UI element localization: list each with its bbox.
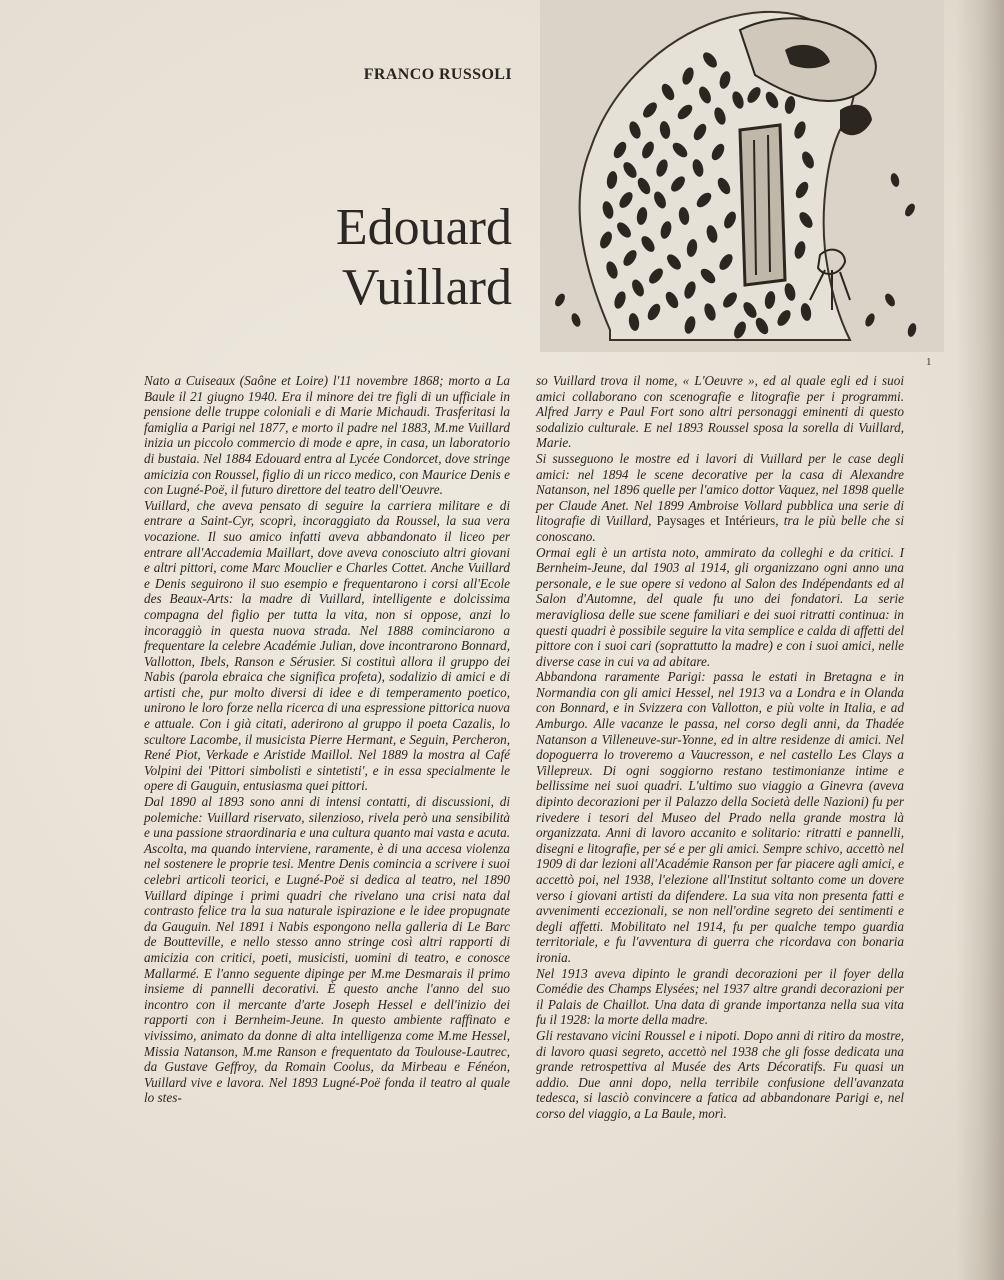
author-name: FRANCO RUSSOLI	[363, 66, 512, 83]
paragraph: so Vuillard trova il nome, « L'Oeuvre », ed al quale egli ed i suoi amici collaborano con scenografie e litografie per i programmi. Alfred Jarry e Paul Fort sono altri personaggi eminenti di questo sodalizio culturale. E nel 1893 Roussel sposa la sorella di Vuillard, Marie.	[536, 373, 904, 451]
paragraph: Nel 1913 aveva dipinto le grandi decorazioni per il foyer della Comédie des Champs Elysées; nel 1937 altre grandi decorazioni per il Palais de Chaillot. Una data di grande importanza nella sua vita fu il 1928: la morte della madre.	[536, 965, 904, 1028]
text-column-left	[144, 373, 510, 1106]
paragraph: Nato a Cuiseaux (Saône et Loire) l'11 novembre 1868; morto a La Baule il 21 giugno 1940. Era il minore dei tre figli di un ufficiale in pensione delle truppe coloniali e di Marie Michaudi. Trasferitasi la famiglia a Parigi nel 1877, e morto il padre nel 1883, M.me Vuillard inizia un piccolo commercio di mode e apre, in casa, un laboratorio di bustaia. Nel 1884 Edouard entra al Lycée Condorcet, dove stringe amicizia con Roussel, figlio di un ricco medico, con Maurice Denis e con Lugné-Poë, il futuro direttore del teatro dell'Oeuvre.	[144, 373, 510, 498]
figure-number: 1	[926, 356, 932, 368]
title-line-first-name: Edouard	[335, 199, 512, 256]
paragraph	[536, 451, 904, 545]
text-column-right	[536, 373, 904, 1122]
page-edge-shadow	[956, 0, 1004, 1280]
article-title	[250, 198, 512, 318]
paragraph-text: Si susseguono le mostre ed i lavori di Vuillard per le case degli amici: nel 1894 le scene decorative per la casa di Alexandre Natanson, nel 1896 quelle per l'amico dottor Vaquez, nel 1898 quelle per Claude Anet. Nel 1899 Ambroise Vollard pubblica una serie di litografie di Vuillard,	[536, 450, 904, 529]
ink-drawing	[540, 0, 944, 352]
paragraph: Vuillard, che aveva pensato di seguire la carriera militare e di entrare a Saint-Cyr, scoprì, incoraggiato da Roussel, la sua vera vocazione. Il suo amico infatti aveva abbandonato il liceo per entrare all'Accademia Maillart, dove aveva conosciuto altri giovani e altri pittori, come Marc Mouclier e Charles Cottet. Anche Vuillard e Denis seguirono il suo esempio e frequentarono i corsi all'Ecole des Beaux-Arts: la madre di Vuillard, intelligente e dolcissima compagna del figlio per tutta la vita, non si oppose, anzi lo incoraggiò in questa nuova strada. Nel 1888 cominciarono a frequentare la celebre Académie Julian, dove incontrarono Bonnard, Vallotton, Ibels, Ranson e Sérusier. Si costituì allora il gruppo dei Nabis (parola ebraica che significa profeta), sodalizio di amici e di artisti che, pur molto diversi di idee e di temperamento poetico, unirono le loro forze nella ricerca di una espressione pittorica nuova e attuale. Con i già citati, aderirono al gruppo il poeta Cazalis, lo scultore Lacombe, il musicista Pierre Hermant, e Seguin, Percheron, René Piot, Verkade e Aristide Maillol. Nel 1889 la mostra al Café Volpini dei 'Pittori simbolisti e sintetisti', e in essa specialmente le opere di Gauguin, entusiasma quei pittori.	[144, 497, 510, 794]
lithograph-series-title: Paysages et Intérieurs	[656, 513, 776, 529]
paragraph: Abbandona raramente Parigi: passa le estati in Bretagna e in Normandia con gli amici Hessel, nel 1913 va a Londra e in Olanda con Bonnard, e in Svizzera con Vallotton, e più volte in Italia, e ad Amburgo. Alle vacanze le passa, nel corso degli anni, da Thadée Natanson a Villeneuve-sur-Yonne, ed in altre residenze di amici. Nel dopoguerra lo troveremo a Vaucresson, e nel castello Les Clays a Villepreux. Di ogni soggiorno restano testimonianze intime e bellissime nei suoi quadri. L'ultimo suo viaggio a Ginevra (aveva dipinto decorazioni per il Palazzo della Società delle Nazioni) fu per rivedere i tesori del Museo del Prado nella grande mostra là organizzata. Anni di lavoro accanito e solitario: ritratti e pannelli, disegni e litografie, per sé e per gli amici. Sempre schivo, accettò nel 1909 di dar lezioni all'Académie Ranson per far piacere agli amici, e accettò poi, nel 1938, l'elezione all'Institut soltanto come un dovere verso i giovani artisti da difendere. La sua vita non presenta fatti e avvenimenti eccezionali, se non nell'ordine segreto dei sentimenti e degli affetti. Mobilitato nel 1914, fu per qualche tempo guardia territoriale, e fu l'avventura di guerra che ricordava con bonaria ironia.	[536, 669, 904, 965]
artwork-illustration	[540, 0, 944, 352]
title-line-last-name: Vuillard	[341, 259, 512, 316]
paragraph: Gli restavano vicini Roussel e i nipoti. Dopo anni di ritiro da mostre, di lavoro quasi segreto, accettò nel 1938 che gli fosse dedicata una grande retrospettiva al Musée des Arts Décoratifs. Fu quasi un addio. Due anni dopo, nella terribile confusione dell'avanzata tedesca, si lasciò convincere a fatica ad abbandonare Parigi e, nel corso del viaggio, a La Baule, morì.	[536, 1027, 904, 1121]
paragraph: Dal 1890 al 1893 sono anni di intensi contatti, di discussioni, di polemiche: Vuillard riservato, silenzioso, rivela però una sensibilità e una passione straordinaria e una cultura quanto mai vasta e acuta. Ascolta, ma quando interviene, raramente, è di una accesa violenza nel sostenere le proprie tesi. Mentre Denis comincia a scrivere i suoi celebri articoli teorici, e Lugné-Poë si dedica al teatro, nel 1890 Vuillard dipinge i primi quadri che rivelano una crisi nata dal contrasto felice tra la sua naturale ispirazione e le idee propugnate da Gauguin. Nel 1891 i Nabis espongono nella galleria di Le Barc de Boutteville, e nello stesso anno stringe così altri rapporti di amicizia con critici, poeti, musicisti, uomini di teatro, e conosce Mallarmé. E l'anno seguente dipinge per M.me Desmarais il primo insieme di pannelli decorativi. È questo anche l'anno del suo incontro con il mercante d'arte Joseph Hessel e dell'inizio dei rapporti con i Bernheim-Jeune. In questo ambiente raffinato e vivissimo, animato da donne di alta intelligenza come M.me Hessel, Missia Natanson, M.me Ranson e frequentato da Toulouse-Lautrec, da Gustave Geffroy, da Romain Coolus, da Mirbeau e Fénéon, Vuillard vive e lavora. Nel 1893 Lugné-Poë fonda il teatro al quale lo stes-	[144, 794, 510, 1106]
paragraph-text: , tra le più belle che si conoscano.	[536, 513, 904, 544]
paragraph: Ormai egli è un artista noto, ammirato da colleghi e da critici. I Bernheim-Jeune, dal 1903 al 1914, gli organizzano ogni anno una personale, e le sue opere si vedono al Salon des Indépendants ed al Salon d'Automne, del quale fu uno dei fondatori. La serie meravigliosa delle sue scene familiari e dei suoi ritratti continua: in questi quadri è possibile seguire la vita semplice e calda di affetti del pittore con i suoi cari (soprattutto la madre) e con i suoi amici, nelle diverse case in cui va ad abitare.	[536, 544, 904, 669]
